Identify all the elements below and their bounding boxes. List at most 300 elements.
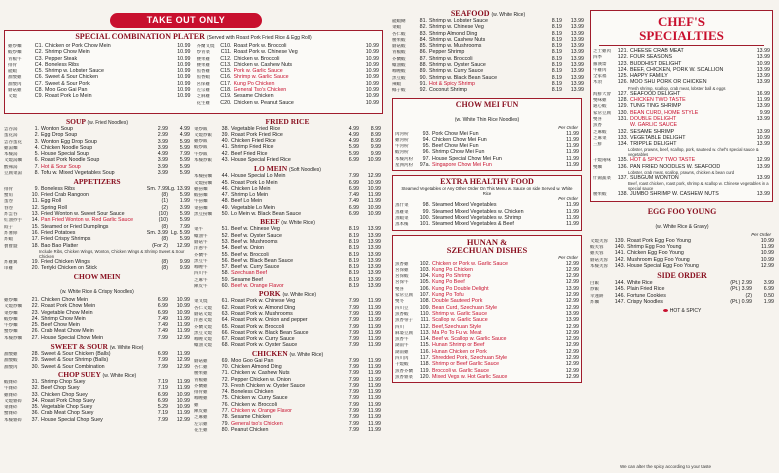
- menu-item: [4, 243, 190, 249]
- item-price-pt: (Pt.) 3.99: [730, 286, 752, 293]
- item-price-pt: 6.99: [157, 296, 168, 303]
- soup-title: SOUP: [65, 117, 86, 126]
- item-name: Chicken Egg Foo Young: [627, 250, 684, 257]
- item-number: 78.: [221, 414, 229, 421]
- item-number: 41.: [221, 144, 229, 151]
- item-price: 13.99: [756, 128, 770, 135]
- item-price-qt: 12.99: [176, 357, 190, 364]
- item-price-qt: 11.99: [177, 385, 190, 392]
- item-price-qt: 3.99: [763, 280, 774, 287]
- item-price: 10.99: [365, 99, 379, 106]
- menu-item: [392, 87, 584, 93]
- item-price-pt: 7.49: [348, 192, 359, 199]
- item-number: 132.: [617, 128, 628, 135]
- item-price-qt: 5.99: [179, 170, 190, 177]
- item-chinese-name: 通心蝦: [593, 104, 607, 110]
- item-price-pt: (8): [161, 236, 168, 243]
- item-price-qt: 11.99: [368, 395, 381, 402]
- item-price: 13.99: [756, 115, 770, 122]
- item-name: Sweet & Sour Shrimp (Balls): [41, 357, 109, 364]
- item-chinese-name: 蟹角: [4, 193, 13, 199]
- item-price-pt: 2.99: [157, 132, 168, 139]
- item-price-qt: 13.99: [367, 264, 381, 271]
- item-price: 13.99: [756, 79, 770, 86]
- item-name: Wonton Soup: [41, 126, 74, 132]
- item-number: C8.: [34, 87, 43, 94]
- item-chinese-name: 炸蝦: [4, 237, 13, 243]
- item-number: 106.: [419, 285, 430, 292]
- item-price: 12.99: [565, 266, 579, 273]
- item-name: Chicken w. Peanut Sauce: [233, 99, 294, 106]
- item-price-pt: 7.99: [348, 408, 359, 415]
- item-price-qt: 13.99: [367, 257, 381, 264]
- item-price-pt: 6.99: [348, 179, 359, 186]
- item-number: 51.: [221, 226, 229, 233]
- item-name: Roast Pork w. Broccoli: [231, 323, 284, 330]
- item-chinese-name: 雞芙蓉: [590, 251, 604, 257]
- item-price-pt: 8.19: [348, 245, 359, 252]
- item-number: 99.: [422, 208, 430, 215]
- item-price-qt: 12.99: [176, 334, 190, 341]
- item-number: 109.: [419, 304, 430, 311]
- item-name: MOO SHU PORK OR CHICKEN: [630, 79, 707, 86]
- item-chinese-name: 雞炒麵: [4, 297, 18, 303]
- item-chinese-name: 餃子: [4, 224, 13, 230]
- menu-item: [395, 221, 579, 227]
- item-number: 6.: [34, 157, 39, 164]
- item-name: Szechuan Beef: [231, 270, 267, 277]
- item-price: 12.99: [756, 157, 770, 164]
- item-chinese-name: 雲吞湯: [4, 127, 18, 132]
- item-number: 24.: [31, 315, 39, 322]
- item-name: Pork Chow Mei Fun: [432, 130, 479, 137]
- item-price-qt: 13.99: [570, 18, 584, 24]
- item-name: Roast Pork w. Chinese Veg: [231, 298, 296, 305]
- item-name: Beef w. Onion: [231, 245, 264, 252]
- item-chinese-name: 白飯: [590, 281, 599, 287]
- item-number: 59.: [221, 276, 229, 283]
- item-price-pt: 7.99: [348, 357, 359, 364]
- menu-item: [4, 417, 190, 423]
- item-price: 10.99: [756, 134, 770, 141]
- item-name: TUNG TING SHRIMP: [630, 103, 682, 110]
- hunan-title-2: SZECHUAN DISHES: [446, 245, 528, 256]
- item-number: 60.: [221, 283, 229, 290]
- item-number: C19.: [220, 93, 232, 100]
- menu-item: [395, 374, 579, 380]
- item-price-qt: 11.99: [368, 198, 381, 205]
- item-price-qt: 11.99: [368, 317, 381, 324]
- menu-item: [4, 335, 190, 341]
- item-name: Wonton Egg Drop Soup: [41, 138, 97, 145]
- hot-spicy-legend-text: HOT & SPICY: [669, 308, 702, 315]
- item-number: 133.: [617, 134, 628, 141]
- item-chinese-name: 豆腐菜湯: [4, 171, 22, 177]
- menu-item: [395, 162, 579, 168]
- item-number: 129.: [617, 103, 628, 110]
- chicken-title: CHICKEN: [251, 348, 288, 358]
- item-name: Hunan Shrimp or Beef: [432, 342, 485, 349]
- item-name: Chicken Chow Mein: [41, 296, 89, 303]
- menu-item: [590, 299, 774, 305]
- chef-specialties-list: [591, 48, 772, 201]
- item-name: Sweet & Sour Chicken: [45, 74, 98, 81]
- item-price-qt: 11.99: [177, 315, 190, 322]
- item-chinese-name: 雞雜碎: [4, 392, 18, 398]
- item-number: 43.: [221, 156, 229, 163]
- item-number: 83.: [419, 30, 427, 37]
- item-number: C5.: [34, 68, 43, 75]
- item-name: Chicken Lo Mein: [231, 185, 271, 192]
- item-name: Boneless Chicken: [231, 389, 274, 396]
- item-price: 13.99: [756, 103, 770, 110]
- item-name: Vegetable Chow Mein: [41, 309, 93, 316]
- item-price-qt: 10.99: [367, 204, 381, 211]
- item-chinese-name: 蛋卷: [4, 199, 13, 205]
- item-chinese-name: 雞河粉: [395, 137, 409, 143]
- item-chinese-name: 芥蘭蝦: [392, 56, 406, 62]
- item-price: 10.99: [177, 80, 191, 87]
- item-price: 11.99: [566, 221, 579, 228]
- item-chinese-name: 蠔油牛: [194, 233, 208, 239]
- item-name: Kung Po Chicken: [432, 266, 473, 273]
- item-name: Steamed Mixed Vegetables w. Chicken: [432, 208, 524, 215]
- item-name: Kung Po Shrimp: [432, 273, 471, 280]
- item-name: Roast Pork Lo Mein: [45, 93, 92, 100]
- chef-divider: [599, 45, 764, 46]
- item-chinese-name: 芝麻牛: [194, 277, 208, 283]
- item-price: 13.99: [756, 54, 770, 61]
- item-number: C2.: [34, 49, 43, 56]
- item-number: 56.: [221, 257, 229, 264]
- item-name: Roast Pork w. Onion and pepper: [231, 317, 308, 324]
- item-price: 12.99: [565, 279, 579, 286]
- item-number: 34.: [31, 397, 39, 404]
- item-price-pt: 3.99: [157, 157, 168, 164]
- hunan-per-order: Per Order: [558, 254, 578, 260]
- item-price-qt: 12.99: [176, 242, 190, 249]
- chow-mein-list: [4, 297, 190, 341]
- item-price-qt: 10.99: [176, 391, 190, 398]
- item-chinese-name: 排骨雞: [194, 390, 208, 396]
- item-name: TRIPPLE DELIGHT: [630, 141, 677, 148]
- item-number: 142.: [614, 256, 625, 263]
- item-name: Shrimp w. Broccoli: [429, 55, 473, 62]
- item-name: Boneless Ribs: [41, 185, 75, 192]
- item-price-pt: 8.19: [551, 80, 562, 87]
- item-price-pt: 7.99: [348, 304, 359, 311]
- item-price-qt: 9.99: [370, 144, 381, 151]
- item-chinese-name: 蒸雞菜: [395, 209, 409, 215]
- item-name: Fried Crab Rangoon: [41, 192, 89, 199]
- item-chinese-name: 本樓雜碎: [4, 417, 22, 423]
- item-price: 12.99: [565, 342, 579, 349]
- item-number: 136.: [617, 163, 628, 170]
- item-number: C16.: [220, 74, 232, 81]
- special-combo-section: [4, 30, 383, 114]
- item-price-pt: 8.19: [551, 87, 562, 94]
- item-price-qt: 13.99: [570, 30, 584, 37]
- item-number: 4.: [34, 144, 39, 151]
- item-name: Shrimp w. Garlic Sauce: [432, 310, 488, 317]
- item-price: 12.99: [565, 348, 579, 355]
- item-number: 20.: [31, 265, 39, 272]
- item-name: Teriyki Chicken on Stick: [41, 265, 97, 272]
- item-name: BEEF, CHICKEN, PORK W. SCALLION: [630, 66, 724, 73]
- item-price-pt: (2): [161, 204, 168, 211]
- item-price-pt: 3.99: [157, 144, 168, 151]
- item-price: 10.99: [365, 80, 379, 87]
- item-price-qt: 11.99: [368, 364, 381, 370]
- item-price: 10.99: [365, 61, 379, 68]
- item-name: Sesame Chicken: [231, 414, 272, 421]
- item-chinese-name: 洋蔥叉燒: [194, 318, 212, 324]
- item-price-pt: 8.19: [348, 251, 359, 258]
- item-price-pt: 7.99: [348, 426, 359, 433]
- item-number: 82.: [419, 24, 427, 31]
- item-price-pt: 7.99: [348, 382, 359, 389]
- item-number: 138.: [617, 191, 628, 198]
- item-number: 117.: [420, 354, 430, 361]
- item-price-pt: 7.99: [157, 357, 168, 364]
- item-price-qt: 9.99: [179, 265, 190, 272]
- item-price-pt: 6.99: [348, 204, 359, 211]
- item-number: 84.: [419, 36, 427, 43]
- lo-mein-title: LO MEIN: [254, 164, 288, 174]
- item-number: 5.: [34, 151, 39, 158]
- side-order-list: [590, 280, 774, 305]
- item-chinese-name: 陳皮雞: [194, 409, 208, 415]
- item-price-pt: 7.99: [348, 298, 359, 305]
- item-number: 115.: [420, 342, 430, 349]
- item-chinese-name: 魚香帶子: [395, 318, 413, 324]
- item-price: 12.99: [565, 367, 579, 374]
- item-price-qt: 11.99: [177, 378, 190, 385]
- item-price-pt: 8.19: [551, 30, 562, 37]
- item-name: BEAN CURD, HOME STYLE: [630, 109, 699, 116]
- special-combo-title: SPECIAL COMBINATION PLATER: [75, 32, 205, 41]
- item-price: 11.99: [566, 155, 579, 162]
- item-number: 33.: [31, 391, 39, 398]
- item-price-qt: 13.99: [570, 87, 584, 94]
- item-price: 11.99: [566, 130, 579, 137]
- item-number: 29.: [31, 357, 39, 364]
- item-number: 10.: [31, 192, 39, 199]
- special-combo-left-list: [8, 43, 191, 106]
- item-number: 31.: [31, 378, 39, 385]
- item-number: 38.: [221, 125, 229, 132]
- item-chinese-name: 菜炒麵: [4, 310, 18, 316]
- item-chinese-name: 雞炒麵: [8, 44, 22, 49]
- item-price-pt: 7.99: [348, 370, 359, 377]
- appetizers-title: APPETIZERS: [73, 177, 121, 187]
- item-name: Fresh Chicken w. Oyster Sauce: [231, 382, 306, 389]
- item-number: 95.: [422, 143, 430, 150]
- item-chinese-name: 本樓河粉: [395, 156, 413, 162]
- item-name: HOT & SPICY TWO TASTE: [630, 157, 696, 164]
- item-number: 105.: [419, 279, 430, 286]
- item-chinese-name: 陳皮牛: [194, 284, 208, 290]
- item-name: Boneless Ribs: [45, 61, 79, 68]
- egg-foo-young-title: EGG FOO YOUNG: [647, 206, 717, 216]
- item-number: 36.: [31, 410, 39, 417]
- item-number: 113.: [420, 329, 430, 336]
- item-price: 10.99: [177, 55, 191, 62]
- item-price-qt: 10.99: [367, 156, 381, 163]
- item-name: JUMBO SHRIMP W. CASHEW NUTS: [630, 191, 719, 198]
- item-price-qt: 12.99: [176, 416, 190, 423]
- item-chinese-name: 蘑菇牛: [194, 239, 208, 245]
- item-chinese-name: 黑豆叉燒: [194, 330, 212, 336]
- item-name: Peanut Chicken: [231, 426, 269, 433]
- chef-title-1: CHEF'S: [658, 14, 705, 29]
- item-number: 72.: [221, 376, 229, 383]
- item-price-qt: 12.99: [176, 363, 190, 370]
- item-number: 91.: [419, 80, 427, 87]
- item-name: Steamed or Fried Dumplings: [41, 223, 109, 230]
- item-chinese-name: 咖喱雞: [194, 396, 208, 402]
- item-chinese-name: 菜蝦: [392, 25, 401, 31]
- item-number: 107.: [419, 292, 430, 299]
- item-chinese-name: 排骨: [4, 186, 13, 192]
- item-price-pt: 8.19: [551, 36, 562, 43]
- item-name: Spring Roll: [41, 204, 67, 211]
- item-name: Sesame Chicken: [233, 93, 274, 100]
- item-number: C9.: [34, 93, 43, 100]
- hot-spicy-legend: [590, 308, 774, 314]
- item-number: 87.: [419, 55, 427, 62]
- item-number: 63.: [221, 310, 229, 317]
- item-price-pt: (2): [745, 292, 752, 299]
- item-price-qt: 5.99: [179, 138, 190, 145]
- item-chinese-name: 杏仁叉燒: [194, 305, 212, 311]
- item-name: Broccoli w. Garlic Sauce: [432, 367, 490, 374]
- item-price-pt: 8.19: [348, 232, 359, 239]
- item-name: Crispy Noodles: [627, 299, 663, 306]
- item-number: 54.: [221, 245, 229, 252]
- item-name: Shrimp Egg Foo Young: [627, 243, 682, 250]
- item-price-qt: 11.99: [368, 304, 381, 311]
- item-chinese-name: 紅油抄手: [4, 218, 22, 224]
- item-chinese-name: 菜雜碎: [4, 405, 18, 411]
- item-name: Chicken w. Cashew Nuts: [233, 61, 293, 68]
- menu-item: [590, 263, 774, 269]
- item-chinese-name: 本樓炒麵: [4, 335, 22, 341]
- item-chinese-name: 黑豆牛: [194, 258, 208, 264]
- item-number: 125.: [617, 73, 628, 80]
- item-number: 69.: [221, 357, 229, 364]
- item-price-pt: 7.99: [348, 329, 359, 336]
- item-number: 46.: [221, 185, 229, 192]
- item-name: Beef w. Black Bean Sauce: [231, 257, 294, 264]
- item-number: 94.: [422, 136, 430, 143]
- item-number: 140.: [614, 243, 625, 250]
- item-number: C3.: [34, 55, 43, 62]
- item-price: 10.99: [365, 93, 379, 100]
- item-number: 13.: [31, 211, 39, 218]
- item-chinese-name: 蘑菇蝦: [392, 44, 406, 50]
- item-price-pt: (8): [161, 258, 168, 265]
- item-price: 12.99: [565, 373, 579, 380]
- item-price-pt: (Pt.) 0.99: [730, 299, 752, 306]
- item-number: 62.: [221, 304, 229, 311]
- item-name: Shrimp w. Lobster Sauce: [45, 68, 104, 75]
- item-number: 92.: [419, 87, 427, 94]
- item-number: 116.: [420, 348, 430, 355]
- item-name: Kung Po Tofu: [432, 292, 464, 299]
- item-chinese-name: 蝦撈麵: [194, 193, 208, 199]
- item-name: Shrimp Fried Rice: [231, 144, 274, 151]
- item-price-qt: 13.99: [570, 55, 584, 62]
- item-name: Shrimp Chop Suey: [41, 378, 86, 385]
- item-name: Roast Pork Chow Mein: [41, 303, 96, 310]
- item-number: 79.: [221, 420, 229, 427]
- item-number: 40.: [221, 138, 229, 145]
- item-name: House Special Chop Suey: [41, 416, 103, 423]
- item-price: 10.99: [760, 250, 774, 257]
- item-price-qt: 11.99: [368, 376, 381, 383]
- item-name: Roast Pork w. Black Bean Sauce: [231, 329, 309, 336]
- item-price-qt: 8.99: [370, 125, 381, 132]
- item-number: C15.: [220, 68, 232, 75]
- item-chinese-name: 蘑菇芙蓉: [590, 257, 608, 263]
- item-chinese-name: 魚香雜菜: [395, 374, 413, 380]
- item-price-qt: 4.99: [179, 132, 190, 139]
- item-price-qt: 13.99: [570, 24, 584, 31]
- item-name: Sesame Beef: [231, 276, 263, 283]
- item-number: 124.: [617, 66, 628, 73]
- item-chinese-name: 咖喱蝦: [392, 69, 406, 75]
- item-price: 11.99: [566, 202, 579, 209]
- item-name: Beef w. Orange Flavor: [231, 283, 284, 290]
- item-name: Shrimp w. Curry Sauce: [429, 68, 484, 75]
- item-price-pt: 6.99: [348, 211, 359, 218]
- item-note: Lobster, prawns, beef, scallop, pork, sauteed w. chef's special sauce & vegetables: [628, 147, 759, 158]
- item-price-pt: 6.99: [157, 397, 168, 404]
- item-chinese-name: 青椒牛: [8, 56, 22, 62]
- item-number: 75.: [221, 395, 229, 402]
- item-name: Chicken Fried Rice: [231, 138, 276, 145]
- item-name: Beef Chop Suey: [41, 385, 80, 392]
- item-price-pt: 6.99: [348, 185, 359, 192]
- item-price: 10.99: [177, 87, 191, 94]
- item-price-qt: 5.99: [179, 236, 190, 243]
- item-number: 90.: [419, 74, 427, 81]
- item-price-pt: 6.99: [348, 156, 359, 163]
- item-price-qt: 13.99: [367, 238, 381, 245]
- hunan-list: [393, 261, 581, 383]
- item-price: 13.99: [756, 163, 770, 170]
- item-number: 67.: [221, 336, 229, 343]
- menu-item: [194, 283, 381, 289]
- item-name: Shrimp Chow Mei Fun: [432, 149, 485, 156]
- item-name: Shrimp w. Lobster Sauce: [429, 18, 488, 24]
- item-name: Roast Pork w. Curry Sauce: [231, 336, 295, 343]
- item-chinese-name: 雙味雞: [593, 98, 607, 104]
- item-chinese-name: 菜牛: [194, 227, 203, 233]
- item-number: 61.: [221, 298, 229, 305]
- item-name: VEGETABLE DELIGHT: [630, 134, 686, 141]
- item-name: DOUBLE DELIGHT: [630, 115, 677, 122]
- item-price: 13.99: [756, 48, 770, 54]
- item-name: Steamed Mixed Vegetables & Beef: [432, 221, 514, 228]
- item-price-pt: 4.99: [348, 125, 359, 132]
- item-chinese-name: 湖南牛: [395, 343, 409, 349]
- item-number: 50.: [221, 211, 229, 218]
- item-price-qt: 13.99: [367, 245, 381, 252]
- item-price-qt: 1.99: [763, 299, 774, 306]
- item-name: Pepper Steak: [45, 55, 78, 62]
